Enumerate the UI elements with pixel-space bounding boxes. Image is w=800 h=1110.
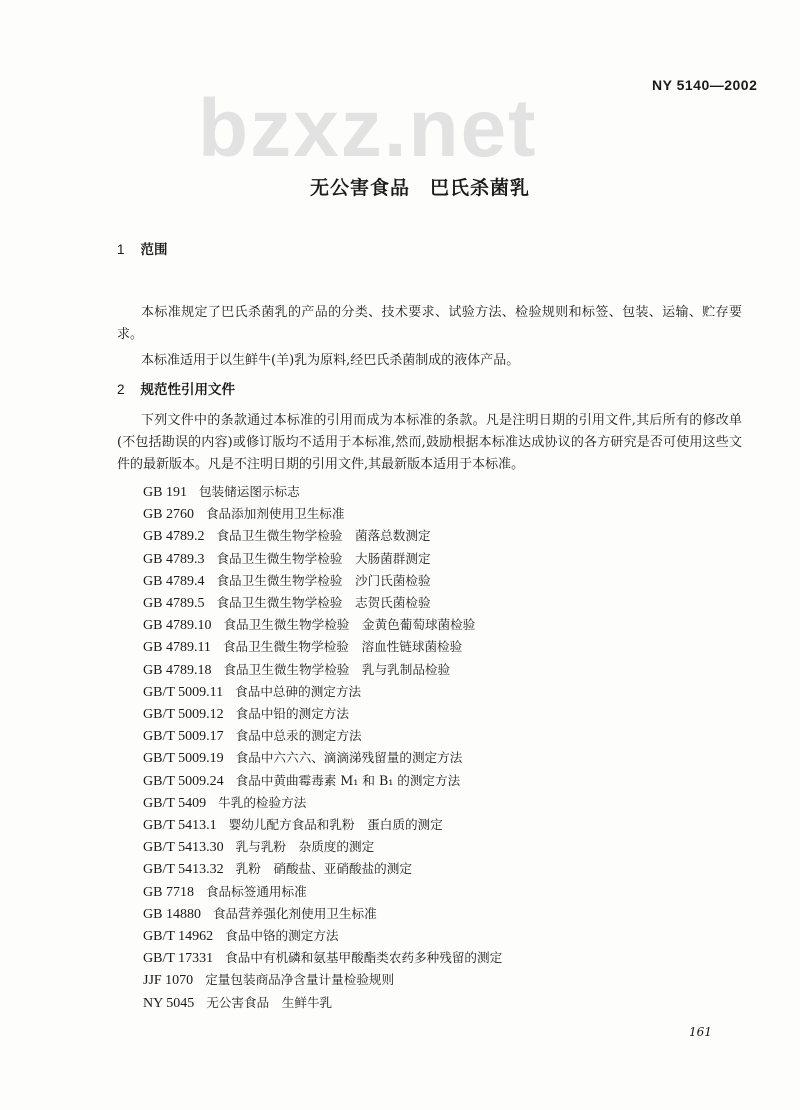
reference-title: 乳与乳粉 杂质度的测定 bbox=[235, 839, 375, 855]
reference-title: 食品卫生微生物学检验 溶血性链球菌检验 bbox=[222, 639, 463, 655]
section-2-paragraph: 下列文件中的条款通过本标准的引用而成为本标准的条款。凡是注明日期的引用文件,其后所有的修改单(不包括勘误的内容)或修订版均不适用于本标准,然而,鼓励根据本标准达成协议的各方研究是否可使用这些文件的最新版本。凡是不注明日期的引用文件,其最新版本适用于本标准。 bbox=[117, 413, 742, 472]
reference-title: 食品中有机磷和氨基甲酸酯类农药多种残留的测定 bbox=[225, 950, 503, 966]
reference-item bbox=[143, 836, 502, 858]
reference-item bbox=[143, 503, 502, 525]
reference-code: GB/T 5413.32 bbox=[143, 862, 224, 878]
reference-code: GB/T 5009.19 bbox=[143, 751, 224, 767]
reference-title: 食品中黄曲霉毒素 M₁ 和 B₁ 的测定方法 bbox=[235, 772, 461, 788]
reference-code: GB 4789.5 bbox=[143, 596, 205, 612]
reference-item bbox=[143, 814, 502, 836]
section-1-paragraph: 本标准适用于以生鲜牛(羊)乳为原料,经巴氏杀菌制成的液体产品。 bbox=[141, 353, 520, 368]
reference-item bbox=[143, 636, 502, 658]
reference-code: GB/T 5409 bbox=[143, 795, 207, 811]
reference-code: GB 4789.10 bbox=[143, 618, 212, 634]
reference-title: 食品中铅的测定方法 bbox=[235, 706, 349, 722]
reference-code: GB 2760 bbox=[143, 507, 194, 523]
reference-item bbox=[143, 592, 502, 614]
reference-list bbox=[143, 481, 502, 1014]
section-number: 1 bbox=[117, 242, 125, 257]
reference-title: 食品卫生微生物学检验 志贺氏菌检验 bbox=[216, 595, 431, 611]
reference-code: GB 4789.11 bbox=[143, 640, 211, 656]
reference-code: GB 4789.18 bbox=[143, 662, 212, 678]
reference-item bbox=[143, 747, 502, 769]
reference-code: GB/T 5413.30 bbox=[143, 840, 224, 856]
reference-code: GB/T 5413.1 bbox=[143, 818, 217, 834]
reference-item bbox=[143, 770, 502, 792]
reference-item bbox=[143, 659, 502, 681]
reference-item bbox=[143, 881, 502, 903]
reference-code: GB 4789.2 bbox=[143, 529, 205, 545]
reference-item bbox=[143, 969, 502, 991]
reference-code: GB/T 14962 bbox=[143, 929, 214, 945]
reference-title: 食品营养强化剂使用卫生标准 bbox=[212, 905, 377, 921]
reference-item bbox=[143, 725, 502, 747]
section-title: 范围 bbox=[140, 242, 168, 258]
reference-item bbox=[143, 992, 502, 1014]
reference-item bbox=[143, 858, 502, 880]
reference-item bbox=[143, 792, 502, 814]
reference-title: 牛乳的检验方法 bbox=[218, 794, 307, 810]
reference-item bbox=[143, 925, 502, 947]
reference-code: GB 4789.4 bbox=[143, 573, 205, 589]
reference-code: GB 14880 bbox=[143, 906, 201, 922]
reference-code: NY 5045 bbox=[143, 995, 195, 1011]
reference-title: 包装储运图示标志 bbox=[198, 484, 300, 499]
reference-code: GB/T 5009.24 bbox=[143, 773, 224, 789]
page-number: 161 bbox=[689, 1025, 712, 1039]
reference-item bbox=[143, 703, 502, 725]
reference-item bbox=[143, 681, 502, 703]
reference-title: 食品卫生微生物学检验 乳与乳制品检验 bbox=[223, 661, 451, 677]
reference-code: GB/T 17331 bbox=[143, 951, 214, 967]
document-title: 无公害食品 巴氏杀菌乳 bbox=[309, 177, 530, 199]
reference-item bbox=[143, 570, 502, 592]
reference-title: 食品添加剂使用卫生标准 bbox=[205, 506, 345, 522]
reference-title: 定量包装商品净含量计量检验规则 bbox=[205, 972, 395, 988]
reference-item bbox=[143, 548, 502, 570]
reference-code: GB/T 5009.11 bbox=[143, 684, 224, 700]
reference-title: 食品卫生微生物学检验 菌落总数测定 bbox=[216, 528, 431, 544]
reference-title: 食品卫生微生物学检验 沙门氏菌检验 bbox=[216, 572, 431, 588]
reference-code: GB/T 5009.17 bbox=[143, 729, 224, 745]
reference-title: 乳粉 硝酸盐、亚硝酸盐的测定 bbox=[235, 861, 412, 877]
reference-title: 食品中铬的测定方法 bbox=[225, 928, 339, 944]
reference-title: 婴幼儿配方食品和乳粉 蛋白质的测定 bbox=[228, 817, 443, 833]
reference-item bbox=[143, 903, 502, 925]
reference-item bbox=[143, 947, 502, 969]
reference-title: 食品标签通用标准 bbox=[205, 883, 307, 899]
section-1-paragraph: 本标准规定了巴氏杀菌乳的产品的分类、技术要求、试验方法、检验规则和标签、包装、运输、贮存要求。 bbox=[117, 305, 742, 342]
reference-title: 食品卫生微生物学检验 大肠菌群测定 bbox=[216, 550, 431, 566]
reference-title: 食品中总汞的测定方法 bbox=[235, 728, 362, 744]
reference-item bbox=[143, 481, 502, 503]
reference-code: GB/T 5009.12 bbox=[143, 707, 224, 723]
reference-code: JJF 1070 bbox=[143, 973, 194, 989]
reference-title: 无公害食品 生鲜牛乳 bbox=[206, 994, 333, 1010]
section-number: 2 bbox=[117, 382, 125, 397]
reference-item bbox=[143, 525, 502, 547]
reference-title: 食品中六六六、滴滴涕残留量的测定方法 bbox=[235, 750, 463, 766]
reference-title: 食品中总砷的测定方法 bbox=[235, 683, 362, 699]
section-1-heading bbox=[117, 241, 168, 259]
standard-code: NY 5140—2002 bbox=[652, 77, 758, 93]
reference-code: GB 191 bbox=[143, 485, 187, 500]
reference-code: GB 7718 bbox=[143, 884, 194, 900]
reference-title: 食品卫生微生物学检验 金黄色葡萄球菌检验 bbox=[223, 617, 476, 633]
reference-code: GB 4789.3 bbox=[143, 551, 205, 567]
watermark: bzxz.net bbox=[198, 83, 538, 174]
reference-item bbox=[143, 614, 502, 636]
section-2-heading bbox=[117, 381, 235, 399]
section-title: 规范性引用文件 bbox=[140, 382, 236, 398]
